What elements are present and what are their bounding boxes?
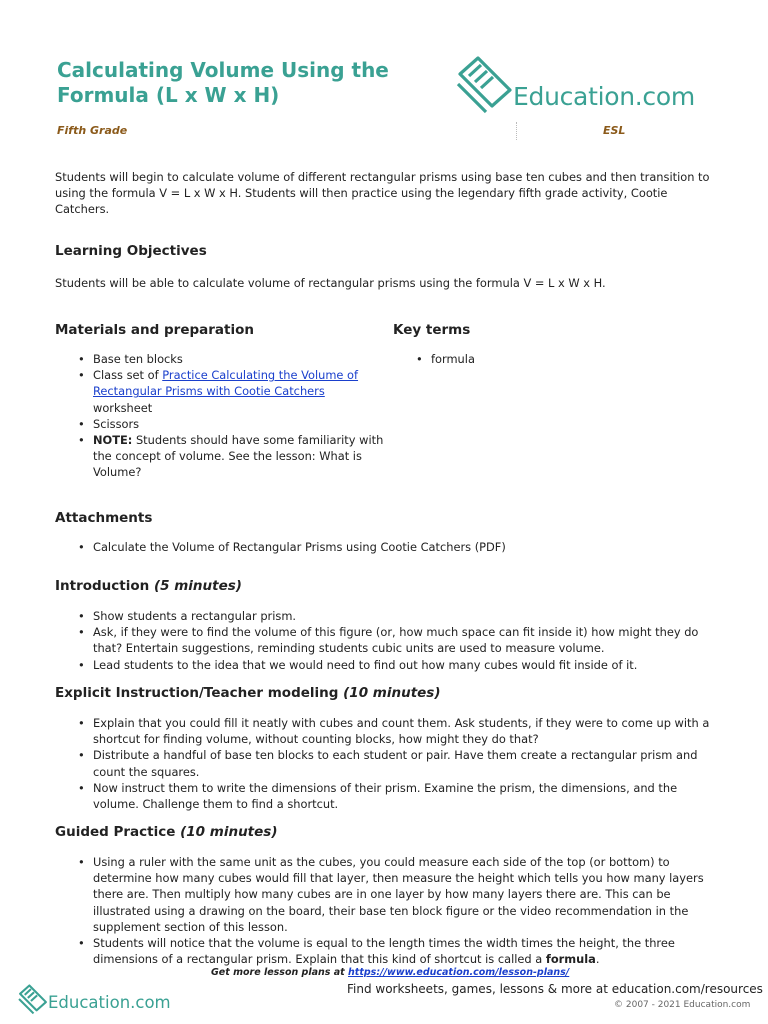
- guided-practice-heading: Guided Practice (10 minutes): [55, 824, 278, 840]
- key-terms-heading: Key terms: [393, 322, 471, 338]
- footer-resources-text: Find worksheets, games, lessons & more at education.com/resources: [347, 982, 763, 996]
- footer-logo-icon: [18, 984, 48, 1016]
- list-item: • Ask, if they were to find the volume of this figure (or, how much space can fit inside it) how might they do that? Entertain suggestions, reminding students cubic units are used to measure volume.: [55, 624, 725, 656]
- list-item: • Distribute a handful of base ten blocks to each student or pair. Have them create a rectangular prism and count the squares.: [55, 747, 725, 779]
- list-item: • Using a ruler with the same unit as the cubes, you could measure each side of the top (or bottom) to determine how many cubes would fill that layer, then measure the height which tells you how many layers there are. Then multiply how many cubes are in one layer by how many layers there are. This can be illustrated using a drawing on the board, their base ten block figure or the video recommendation in the supplement section of this lesson.: [55, 854, 725, 935]
- key-terms-list: [393, 351, 713, 367]
- footer-logo-text: Education.com: [48, 993, 171, 1012]
- list-item: • Base ten blocks: [55, 351, 385, 367]
- grade-label: Fifth Grade: [57, 124, 128, 137]
- copyright: © 2007 - 2021 Education.com: [614, 1000, 751, 1010]
- explicit-instruction-heading: Explicit Instruction/Teacher modeling (10 minutes): [55, 685, 441, 701]
- header-divider: [516, 122, 517, 140]
- page-title: Calculating Volume Using the Formula (L x W x H): [57, 58, 389, 107]
- list-item: • NOTE: Students should have some familiarity with the concept of volume. See the lesson: What is Volume?: [55, 432, 385, 481]
- introduction-heading: Introduction (5 minutes): [55, 578, 242, 594]
- logo-text: Education.com: [513, 82, 695, 111]
- footer-cta: Get more lesson plans at https://www.education.com/lesson-plans/: [211, 967, 570, 978]
- list-item: • Show students a rectangular prism.: [55, 608, 725, 624]
- materials-list: [55, 351, 385, 481]
- learning-objectives-text: Students will be able to calculate volume of rectangular prisms using the formula V = L x W x H.: [55, 276, 606, 290]
- explicit-instruction-list: [55, 715, 725, 812]
- footer-logo[interactable]: [18, 984, 178, 1016]
- introduction-list: [55, 608, 725, 673]
- materials-heading: Materials and preparation: [55, 322, 254, 338]
- list-item: • Now instruct them to write the dimensions of their prism. Examine the prism, the dimensions, and the volume. Challenge them to find a shortcut.: [55, 780, 725, 812]
- intro-paragraph: Students will begin to calculate volume of different rectangular prisms using base ten cubes and then transition to using the formula V = L x W x H. Students will then practice using the legendary fifth grade activity, Cootie Catchers.: [55, 170, 710, 217]
- attachments-list: [55, 539, 725, 555]
- worksheet-link[interactable]: Practice Calculating the Volume of Rectangular Prisms with Cootie Catchers: [93, 368, 359, 399]
- list-item: • Class set of Practice Calculating the Volume of Rectangular Prisms with Cootie Catchers worksheet: [55, 367, 385, 416]
- list-item: • formula: [393, 351, 713, 367]
- list-item: • Explain that you could fill it neatly with cubes and count them. Ask students, if they were to come up with a shortcut for finding volume, without counting blocks, how might they do that?: [55, 715, 725, 747]
- lesson-plans-link[interactable]: https://www.education.com/lesson-plans/: [348, 967, 570, 978]
- subject-label: ESL: [603, 124, 626, 137]
- education-logo[interactable]: [456, 56, 716, 116]
- list-item: • Lead students to the idea that we would need to find out how many cubes would fit inside of it.: [55, 657, 725, 673]
- list-item: • Students will notice that the volume is equal to the length times the width times the height, the three dimensions of a rectangular prism. Explain that this kind of shortcut is called a formula.: [55, 935, 725, 967]
- education-logo-icon: [456, 56, 514, 116]
- learning-objectives-heading: Learning Objectives: [55, 243, 207, 259]
- list-item: • Scissors: [55, 416, 385, 432]
- guided-practice-list: [55, 854, 725, 967]
- attachments-heading: Attachments: [55, 510, 153, 526]
- list-item: • Calculate the Volume of Rectangular Prisms using Cootie Catchers (PDF): [55, 539, 725, 555]
